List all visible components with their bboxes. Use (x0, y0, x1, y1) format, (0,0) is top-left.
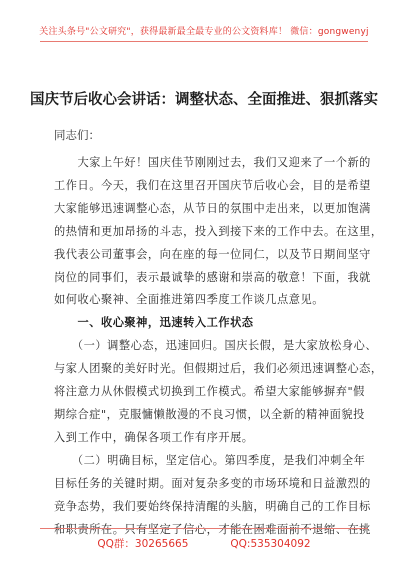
header-promo-note: 关注头条号"公文研究"，获得最新最全最专业的公文资料库！ 微信：gongwenyj (39, 27, 369, 37)
qq-group-text: QQ群：30265665 (97, 538, 189, 550)
footer-divider (40, 528, 368, 529)
body-line: 与家人团聚的美好时光。但假期过后，我们必须迅速调整心态， (54, 362, 383, 376)
section-heading: 一、收心聚神，迅速转入工作状态 (54, 316, 254, 330)
body-line: （一）调整心态，迅速回归。国庆长假，是大家放松身心、 (54, 339, 378, 353)
header-divider (40, 41, 368, 42)
body-line: 岗位的同事们，表示最诚挚的感谢和崇高的敬意！下面，我就 (54, 270, 371, 284)
body-line: 工作日。今天，我们在这里召开国庆节后收心会，目的是希望 (54, 178, 371, 192)
body-line: 期综合症"，克服慵懒散漫的不良习惯，以全新的精神面貌投 (54, 407, 365, 421)
body-line: 和职责所在。只有坚定了信心，才能在困难面前不退缩、在挑 (54, 522, 371, 536)
document-body (54, 152, 383, 541)
body-line: （二）明确目标，坚定信心。第四季度，是我们冲刺全年 (54, 453, 366, 467)
body-line: 将注意力从休假模式切换到工作模式。希望大家能够摒弃"假 (54, 385, 365, 399)
greeting: 同志们： (54, 128, 100, 142)
body-line: 目标任务的关键时期。面对复杂多变的市场环境和日益激烈的 (54, 476, 371, 490)
body-line: 入到工作中，确保各项工作有序开展。 (54, 430, 254, 444)
qq-text: QQ:535304092 (230, 538, 311, 550)
body-line: 我代表公司董事会，向在座的每一位同仁，以及节日期间坚守 (54, 247, 371, 261)
footer-contact (0, 536, 408, 551)
body-line: 竞争态势，我们要始终保持清醒的头脑，明确自己的工作目标 (54, 499, 371, 513)
body-line: 大家上午好！国庆佳节刚刚过去，我们又迎来了一个新的 (54, 156, 371, 169)
body-line: 大家能够迅速调整心态，从节日的氛围中走出来，以更加饱满 (54, 201, 371, 215)
body-line: 的热情和更加昂扬的斗志，投入到接下来的工作中去。在这里， (54, 224, 383, 238)
document-title: 国庆节后收心会讲话：调整状态、全面推进、狠抓落实 (30, 92, 378, 108)
body-line: 如何收心聚神、全面推进第四季度工作谈几点意见。 (54, 293, 324, 307)
